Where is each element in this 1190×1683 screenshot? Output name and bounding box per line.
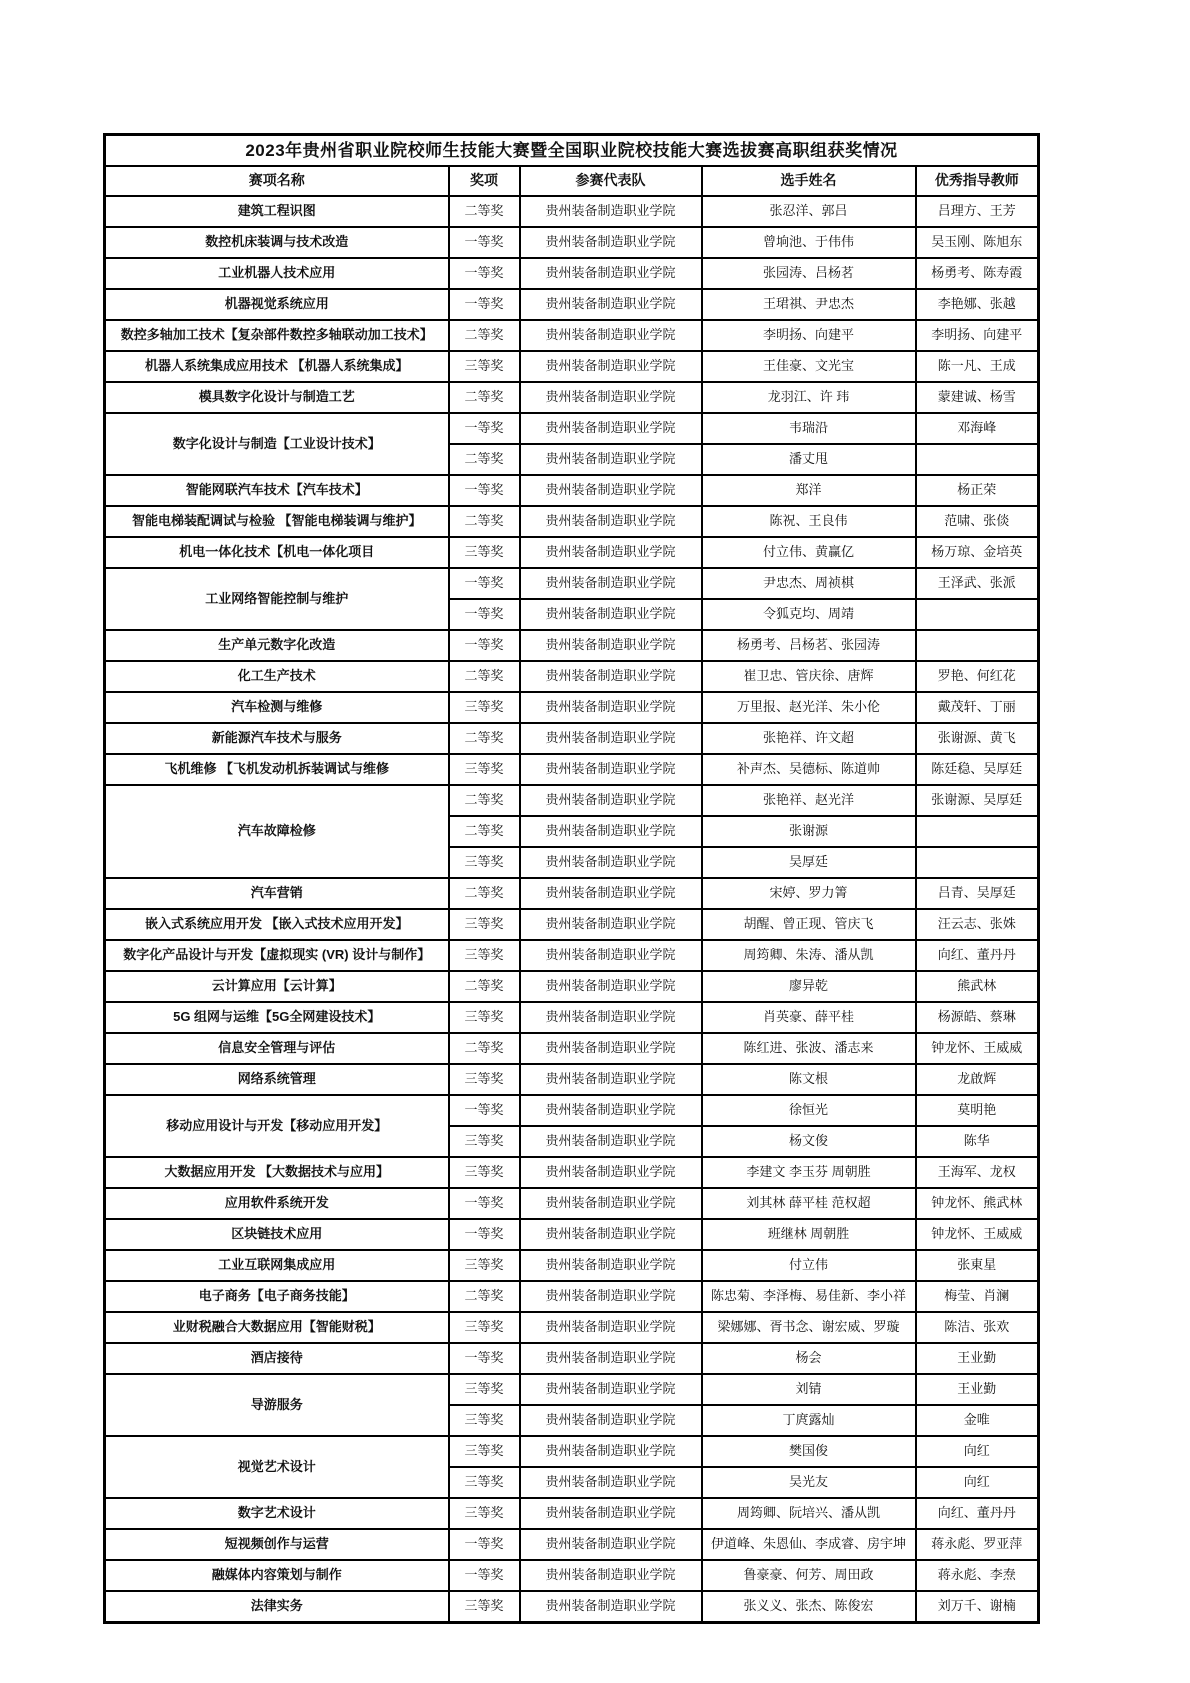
- event-cell: 汽车检测与维修: [105, 692, 449, 723]
- table-row: [105, 1343, 1039, 1374]
- instructors-cell: 汪云志、张姝: [916, 909, 1039, 940]
- table-row: [105, 971, 1039, 1002]
- contestants-cell: 尹忠杰、周祯棋: [702, 568, 916, 599]
- team-cell: 贵州装备制造职业学院: [520, 475, 702, 506]
- team-cell: 贵州装备制造职业学院: [520, 1064, 702, 1095]
- team-cell: 贵州装备制造职业学院: [520, 1467, 702, 1498]
- instructors-cell: 钟龙怀、王威威: [916, 1033, 1039, 1064]
- table-row: [105, 382, 1039, 413]
- award-cell: 二等奖: [449, 723, 520, 754]
- instructors-cell: 陈廷稳、吴厚廷: [916, 754, 1039, 785]
- team-cell: 贵州装备制造职业学院: [520, 630, 702, 661]
- team-cell: 贵州装备制造职业学院: [520, 258, 702, 289]
- award-cell: 二等奖: [449, 506, 520, 537]
- instructors-cell: 陈华: [916, 1126, 1039, 1157]
- event-cell: 数字化设计与制造【工业设计技术】: [105, 413, 449, 475]
- contestants-cell: 付立伟: [702, 1250, 916, 1281]
- event-cell: 数字艺术设计: [105, 1498, 449, 1529]
- contestants-cell: 万里报、赵光洋、朱小伦: [702, 692, 916, 723]
- award-cell: 三等奖: [449, 1064, 520, 1095]
- event-cell: 机器人系统集成应用技术 【机器人系统集成】: [105, 351, 449, 382]
- contestants-cell: 韦瑞沿: [702, 413, 916, 444]
- contestants-cell: 宋婷、罗力箐: [702, 878, 916, 909]
- event-cell: 汽车故障检修: [105, 785, 449, 878]
- table-row: [105, 1591, 1039, 1623]
- table-row: [105, 630, 1039, 661]
- instructors-cell: 向红: [916, 1467, 1039, 1498]
- table-row: [105, 475, 1039, 506]
- award-cell: 二等奖: [449, 878, 520, 909]
- instructors-cell: [916, 630, 1039, 661]
- instructors-cell: [916, 599, 1039, 630]
- table-row: [105, 878, 1039, 909]
- award-cell: 三等奖: [449, 1405, 520, 1436]
- event-cell: 信息安全管理与评估: [105, 1033, 449, 1064]
- award-cell: 三等奖: [449, 537, 520, 568]
- award-cell: 一等奖: [449, 568, 520, 599]
- table-row: [105, 1002, 1039, 1033]
- instructors-cell: 龙啟辉: [916, 1064, 1039, 1095]
- contestants-cell: 付立伟、黄赢亿: [702, 537, 916, 568]
- contestants-cell: 崔卫忠、管庆徐、唐辉: [702, 661, 916, 692]
- team-cell: 贵州装备制造职业学院: [520, 227, 702, 258]
- instructors-cell: 邓海峰: [916, 413, 1039, 444]
- team-cell: 贵州装备制造职业学院: [520, 1281, 702, 1312]
- instructors-cell: 王业勤: [916, 1374, 1039, 1405]
- award-cell: 三等奖: [449, 1498, 520, 1529]
- team-cell: 贵州装备制造职业学院: [520, 816, 702, 847]
- team-cell: 贵州装备制造职业学院: [520, 940, 702, 971]
- team-cell: 贵州装备制造职业学院: [520, 599, 702, 630]
- table-row: [105, 1374, 1039, 1405]
- team-cell: 贵州装备制造职业学院: [520, 785, 702, 816]
- instructors-cell: 戴茂轩、丁丽: [916, 692, 1039, 723]
- contestants-cell: 潘丈甩: [702, 444, 916, 475]
- award-cell: 一等奖: [449, 1343, 520, 1374]
- award-cell: 一等奖: [449, 227, 520, 258]
- instructors-cell: 钟龙怀、王威威: [916, 1219, 1039, 1250]
- contestants-cell: 吴光友: [702, 1467, 916, 1498]
- contestants-cell: 李建文 李玉芬 周朝胜: [702, 1157, 916, 1188]
- team-cell: 贵州装备制造职业学院: [520, 289, 702, 320]
- event-cell: 模具数字化设计与制造工艺: [105, 382, 449, 413]
- instructors-cell: 张谢源、吴厚廷: [916, 785, 1039, 816]
- instructors-cell: 熊武林: [916, 971, 1039, 1002]
- event-cell: 嵌入式系统应用开发 【嵌入式技术应用开发】: [105, 909, 449, 940]
- contestants-cell: 刘其林 薛平桂 范权超: [702, 1188, 916, 1219]
- event-cell: 生产单元数字化改造: [105, 630, 449, 661]
- contestants-cell: 王珺祺、尹忠杰: [702, 289, 916, 320]
- instructors-cell: 吕青、吴厚廷: [916, 878, 1039, 909]
- contestants-cell: 龙羽江、许 玮: [702, 382, 916, 413]
- contestants-cell: 樊国俊: [702, 1436, 916, 1467]
- table-row: [105, 227, 1039, 258]
- team-cell: 贵州装备制造职业学院: [520, 971, 702, 1002]
- event-cell: 视觉艺术设计: [105, 1436, 449, 1498]
- event-cell: 数控机床装调与技术改造: [105, 227, 449, 258]
- header-row: [105, 166, 1039, 196]
- table-row: [105, 754, 1039, 785]
- team-cell: 贵州装备制造职业学院: [520, 1529, 702, 1560]
- team-cell: 贵州装备制造职业学院: [520, 1312, 702, 1343]
- event-cell: 建筑工程识图: [105, 196, 449, 227]
- award-cell: 三等奖: [449, 1436, 520, 1467]
- contestants-cell: 杨勇考、吕杨茗、张园涛: [702, 630, 916, 661]
- team-cell: 贵州装备制造职业学院: [520, 444, 702, 475]
- instructors-cell: 罗艳、何红花: [916, 661, 1039, 692]
- award-cell: 二等奖: [449, 785, 520, 816]
- team-cell: 贵州装备制造职业学院: [520, 1250, 702, 1281]
- contestants-cell: 李明扬、向建平: [702, 320, 916, 351]
- contestants-cell: 丁庹露灿: [702, 1405, 916, 1436]
- table-row: [105, 1157, 1039, 1188]
- column-header-event: 赛项名称: [105, 166, 449, 196]
- instructors-cell: 王泽武、张派: [916, 568, 1039, 599]
- event-cell: 化工生产技术: [105, 661, 449, 692]
- event-cell: 短视频创作与运营: [105, 1529, 449, 1560]
- instructors-cell: 蒋永彪、罗亚萍: [916, 1529, 1039, 1560]
- instructors-cell: 杨勇考、陈寿霞: [916, 258, 1039, 289]
- table-row: [105, 506, 1039, 537]
- title-row: [105, 135, 1039, 167]
- document-title: 2023年贵州省职业院校师生技能大赛暨全国职业院校技能大赛选拔赛高职组获奖情况: [105, 135, 1039, 167]
- award-cell: 二等奖: [449, 320, 520, 351]
- award-cell: 三等奖: [449, 1374, 520, 1405]
- team-cell: 贵州装备制造职业学院: [520, 1343, 702, 1374]
- column-header-contestants: 选手姓名: [702, 166, 916, 196]
- contestants-cell: 杨会: [702, 1343, 916, 1374]
- event-cell: 法律实务: [105, 1591, 449, 1623]
- award-cell: 二等奖: [449, 971, 520, 1002]
- event-cell: 大数据应用开发 【大数据技术与应用】: [105, 1157, 449, 1188]
- team-cell: 贵州装备制造职业学院: [520, 568, 702, 599]
- contestants-cell: 王佳豪、文光宝: [702, 351, 916, 382]
- instructors-cell: 李明扬、向建平: [916, 320, 1039, 351]
- team-cell: 贵州装备制造职业学院: [520, 661, 702, 692]
- table-row: [105, 692, 1039, 723]
- instructors-cell: 陈一凡、王成: [916, 351, 1039, 382]
- team-cell: 贵州装备制造职业学院: [520, 909, 702, 940]
- award-cell: 一等奖: [449, 599, 520, 630]
- table-row: [105, 1560, 1039, 1591]
- award-cell: 一等奖: [449, 1095, 520, 1126]
- table-row: [105, 1281, 1039, 1312]
- event-cell: 业财税融合大数据应用【智能财税】: [105, 1312, 449, 1343]
- award-cell: 一等奖: [449, 289, 520, 320]
- contestants-cell: 曾垧池、于伟伟: [702, 227, 916, 258]
- table-row: [105, 537, 1039, 568]
- award-cell: 二等奖: [449, 1033, 520, 1064]
- event-cell: 飞机维修 【飞机发动机拆装调试与维修: [105, 754, 449, 785]
- contestants-cell: 张谢源: [702, 816, 916, 847]
- instructors-cell: 王海军、龙权: [916, 1157, 1039, 1188]
- event-cell: 新能源汽车技术与服务: [105, 723, 449, 754]
- contestants-cell: 陈文根: [702, 1064, 916, 1095]
- contestants-cell: 郑洋: [702, 475, 916, 506]
- award-cell: 一等奖: [449, 413, 520, 444]
- award-cell: 一等奖: [449, 1560, 520, 1591]
- table-row: [105, 909, 1039, 940]
- awards-table: [103, 133, 1040, 1624]
- team-cell: 贵州装备制造职业学院: [520, 1405, 702, 1436]
- award-cell: 一等奖: [449, 630, 520, 661]
- award-cell: 三等奖: [449, 940, 520, 971]
- team-cell: 贵州装备制造职业学院: [520, 1033, 702, 1064]
- award-cell: 一等奖: [449, 1219, 520, 1250]
- contestants-cell: 伊道峰、朱恩仙、李成睿、房宇坤: [702, 1529, 916, 1560]
- team-cell: 贵州装备制造职业学院: [520, 1188, 702, 1219]
- contestants-cell: 杨文俊: [702, 1126, 916, 1157]
- award-cell: 三等奖: [449, 1312, 520, 1343]
- instructors-cell: 张東星: [916, 1250, 1039, 1281]
- instructors-cell: 蒋永彪、李焘: [916, 1560, 1039, 1591]
- contestants-cell: 张义义、张杰、陈俊宏: [702, 1591, 916, 1623]
- award-cell: 三等奖: [449, 1157, 520, 1188]
- table-row: [105, 413, 1039, 444]
- event-cell: 数控多轴加工技术【复杂部件数控多轴联动加工技术】: [105, 320, 449, 351]
- table-row: [105, 289, 1039, 320]
- column-header-team: 参赛代表队: [520, 166, 702, 196]
- table-row: [105, 568, 1039, 599]
- event-cell: 融媒体内容策划与制作: [105, 1560, 449, 1591]
- award-cell: 三等奖: [449, 1250, 520, 1281]
- contestants-cell: 廖异乾: [702, 971, 916, 1002]
- instructors-cell: 金唯: [916, 1405, 1039, 1436]
- contestants-cell: 梁娜娜、胥书念、谢宏威、罗璇: [702, 1312, 916, 1343]
- instructors-cell: 杨正荣: [916, 475, 1039, 506]
- contestants-cell: 班继林 周朝胜: [702, 1219, 916, 1250]
- table-row: [105, 723, 1039, 754]
- column-header-award: 奖项: [449, 166, 520, 196]
- award-cell: 一等奖: [449, 1188, 520, 1219]
- event-cell: 移动应用设计与开发【移动应用开发】: [105, 1095, 449, 1157]
- team-cell: 贵州装备制造职业学院: [520, 196, 702, 227]
- award-cell: 三等奖: [449, 1002, 520, 1033]
- contestants-cell: 徐恒光: [702, 1095, 916, 1126]
- contestants-cell: 陈祝、王良伟: [702, 506, 916, 537]
- table-row: [105, 1095, 1039, 1126]
- event-cell: 网络系统管理: [105, 1064, 449, 1095]
- instructors-cell: 刘万千、谢楠: [916, 1591, 1039, 1623]
- award-cell: 三等奖: [449, 1126, 520, 1157]
- instructors-cell: 吴玉刚、陈旭东: [916, 227, 1039, 258]
- team-cell: 贵州装备制造职业学院: [520, 723, 702, 754]
- contestants-cell: 令狐克均、周靖: [702, 599, 916, 630]
- table-row: [105, 661, 1039, 692]
- table-row: [105, 785, 1039, 816]
- team-cell: 贵州装备制造职业学院: [520, 1436, 702, 1467]
- event-cell: 工业网络智能控制与维护: [105, 568, 449, 630]
- instructors-cell: 杨源皓、蔡琳: [916, 1002, 1039, 1033]
- contestants-cell: 陈红进、张波、潘志来: [702, 1033, 916, 1064]
- award-cell: 三等奖: [449, 847, 520, 878]
- table-row: [105, 258, 1039, 289]
- award-cell: 一等奖: [449, 1529, 520, 1560]
- table-row: [105, 1219, 1039, 1250]
- table-row: [105, 1436, 1039, 1467]
- instructors-cell: 向红: [916, 1436, 1039, 1467]
- instructors-cell: 李艳娜、张越: [916, 289, 1039, 320]
- contestants-cell: 张园涛、吕杨茗: [702, 258, 916, 289]
- team-cell: 贵州装备制造职业学院: [520, 847, 702, 878]
- contestants-cell: 胡醒、曾正现、管庆飞: [702, 909, 916, 940]
- team-cell: 贵州装备制造职业学院: [520, 1126, 702, 1157]
- instructors-cell: 陈洁、张欢: [916, 1312, 1039, 1343]
- event-cell: 智能网联汽车技术【汽车技术】: [105, 475, 449, 506]
- team-cell: 贵州装备制造职业学院: [520, 878, 702, 909]
- event-cell: 汽车营销: [105, 878, 449, 909]
- instructors-cell: 钟龙怀、熊武林: [916, 1188, 1039, 1219]
- event-cell: 数字化产品设计与开发【虚拟现实 (VR) 设计与制作】: [105, 940, 449, 971]
- team-cell: 贵州装备制造职业学院: [520, 1560, 702, 1591]
- team-cell: 贵州装备制造职业学院: [520, 1002, 702, 1033]
- instructors-cell: 莫明艳: [916, 1095, 1039, 1126]
- event-cell: 应用软件系统开发: [105, 1188, 449, 1219]
- instructors-cell: 蒙建诚、杨雪: [916, 382, 1039, 413]
- contestants-cell: 周筠卿、阮培兴、潘从凯: [702, 1498, 916, 1529]
- contestants-cell: 补声杰、吴德标、陈道帅: [702, 754, 916, 785]
- table-row: [105, 940, 1039, 971]
- award-cell: 二等奖: [449, 444, 520, 475]
- award-cell: 一等奖: [449, 475, 520, 506]
- team-cell: 贵州装备制造职业学院: [520, 1219, 702, 1250]
- instructors-cell: 向红、董丹丹: [916, 940, 1039, 971]
- instructors-cell: 张谢源、黄飞: [916, 723, 1039, 754]
- contestants-cell: 吴厚廷: [702, 847, 916, 878]
- team-cell: 贵州装备制造职业学院: [520, 1157, 702, 1188]
- award-cell: 二等奖: [449, 196, 520, 227]
- column-header-instructors: 优秀指导教师: [916, 166, 1039, 196]
- event-cell: 导游服务: [105, 1374, 449, 1436]
- team-cell: 贵州装备制造职业学院: [520, 754, 702, 785]
- instructors-cell: [916, 444, 1039, 475]
- table-row: [105, 1033, 1039, 1064]
- event-cell: 5G 组网与运维【5G全网建设技术】: [105, 1002, 449, 1033]
- team-cell: 贵州装备制造职业学院: [520, 1374, 702, 1405]
- table-row: [105, 320, 1039, 351]
- team-cell: 贵州装备制造职业学院: [520, 320, 702, 351]
- award-cell: 二等奖: [449, 1281, 520, 1312]
- table-row: [105, 196, 1039, 227]
- table-row: [105, 351, 1039, 382]
- team-cell: 贵州装备制造职业学院: [520, 413, 702, 444]
- instructors-cell: 向红、董丹丹: [916, 1498, 1039, 1529]
- team-cell: 贵州装备制造职业学院: [520, 692, 702, 723]
- contestants-cell: 周筠卿、朱涛、潘从凯: [702, 940, 916, 971]
- instructors-cell: 范啸、张倓: [916, 506, 1039, 537]
- award-cell: 一等奖: [449, 258, 520, 289]
- contestants-cell: 陈忠菊、李泽梅、易佳新、李小祥: [702, 1281, 916, 1312]
- team-cell: 贵州装备制造职业学院: [520, 1498, 702, 1529]
- event-cell: 酒店接待: [105, 1343, 449, 1374]
- results-table-body: [105, 196, 1039, 1623]
- instructors-cell: 吕理方、王芳: [916, 196, 1039, 227]
- contestants-cell: 肖英豪、薛平桂: [702, 1002, 916, 1033]
- team-cell: 贵州装备制造职业学院: [520, 1591, 702, 1623]
- instructors-cell: [916, 816, 1039, 847]
- contestants-cell: 张艳祥、许文超: [702, 723, 916, 754]
- award-cell: 三等奖: [449, 351, 520, 382]
- event-cell: 电子商务【电子商务技能】: [105, 1281, 449, 1312]
- event-cell: 机器视觉系统应用: [105, 289, 449, 320]
- award-cell: 三等奖: [449, 1591, 520, 1623]
- award-cell: 二等奖: [449, 816, 520, 847]
- award-cell: 三等奖: [449, 754, 520, 785]
- table-row: [105, 1250, 1039, 1281]
- event-cell: 机电一体化技术【机电一体化项目: [105, 537, 449, 568]
- event-cell: 区块链技术应用: [105, 1219, 449, 1250]
- team-cell: 贵州装备制造职业学院: [520, 1095, 702, 1126]
- instructors-cell: 梅莹、肖澜: [916, 1281, 1039, 1312]
- team-cell: 贵州装备制造职业学院: [520, 506, 702, 537]
- event-cell: 工业互联网集成应用: [105, 1250, 449, 1281]
- contestants-cell: 刘锖: [702, 1374, 916, 1405]
- award-cell: 三等奖: [449, 692, 520, 723]
- team-cell: 贵州装备制造职业学院: [520, 382, 702, 413]
- award-cell: 三等奖: [449, 1467, 520, 1498]
- event-cell: 工业机器人技术应用: [105, 258, 449, 289]
- table-row: [105, 1498, 1039, 1529]
- contestants-cell: 鲁豪豪、何芳、周田政: [702, 1560, 916, 1591]
- team-cell: 贵州装备制造职业学院: [520, 537, 702, 568]
- instructors-cell: [916, 847, 1039, 878]
- event-cell: 云计算应用【云计算】: [105, 971, 449, 1002]
- table-row: [105, 1064, 1039, 1095]
- contestants-cell: 张忍洋、郭吕: [702, 196, 916, 227]
- table-row: [105, 1312, 1039, 1343]
- instructors-cell: 杨万琼、金培英: [916, 537, 1039, 568]
- event-cell: 智能电梯装配调试与检验 【智能电梯装调与维护】: [105, 506, 449, 537]
- instructors-cell: 王业勤: [916, 1343, 1039, 1374]
- award-cell: 二等奖: [449, 661, 520, 692]
- table-row: [105, 1529, 1039, 1560]
- table-row: [105, 1188, 1039, 1219]
- contestants-cell: 张艳祥、赵光洋: [702, 785, 916, 816]
- award-cell: 三等奖: [449, 909, 520, 940]
- team-cell: 贵州装备制造职业学院: [520, 351, 702, 382]
- award-cell: 二等奖: [449, 382, 520, 413]
